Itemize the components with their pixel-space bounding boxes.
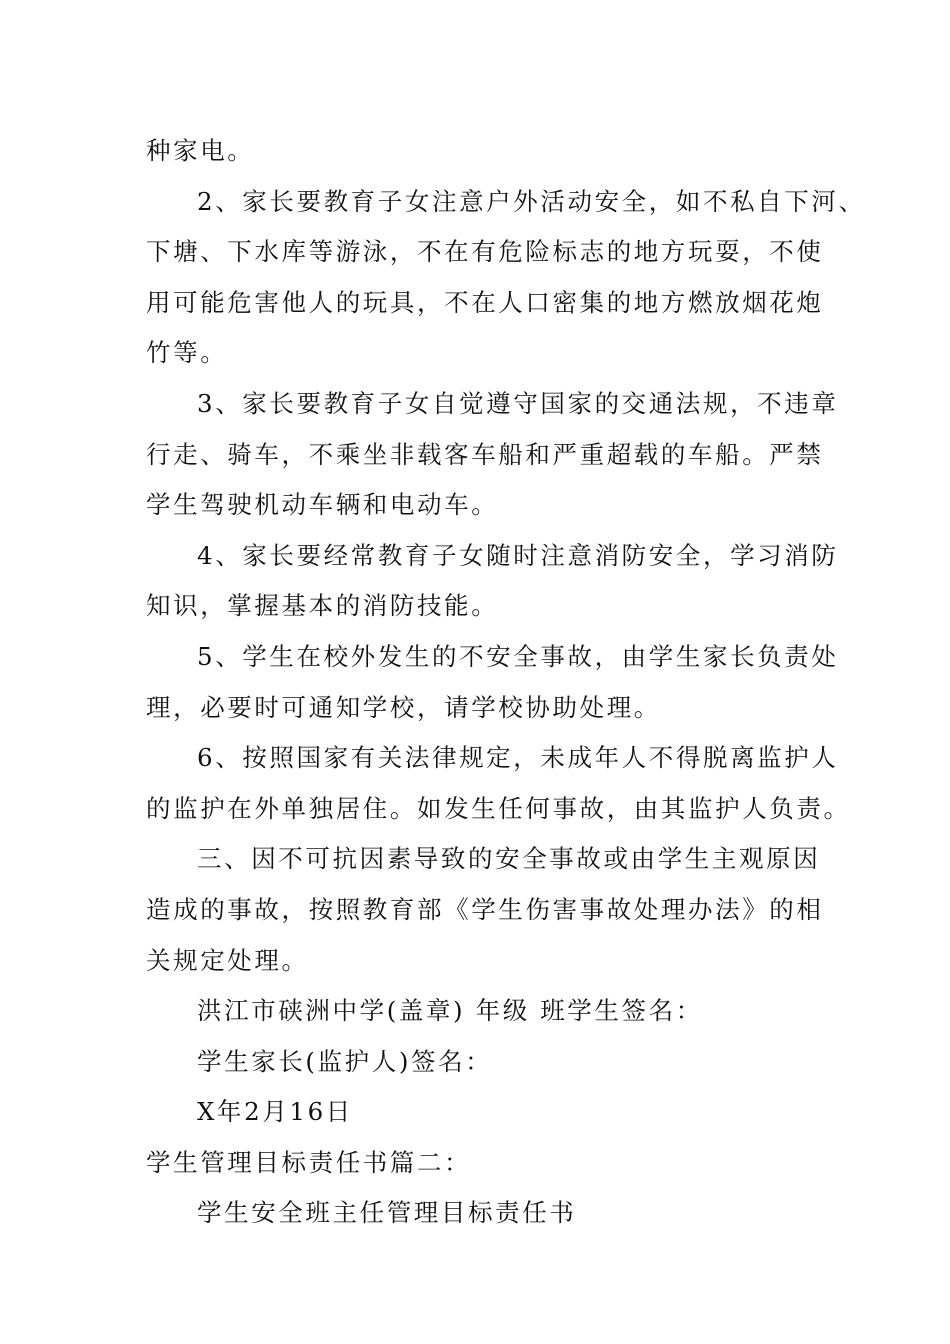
date-line: X年2月16日: [197, 1097, 353, 1127]
signature-school-line: 洪江市硖洲中学(盖章) 年级 班学生签名：: [197, 996, 703, 1026]
text-line: 三、因不可抗因素导致的安全事故或由学生主观原因: [197, 844, 821, 874]
text-line: 3、家长要教育子女自觉遵守国家的交通法规，不违章: [197, 388, 839, 418]
text-line: 下塘、下水库等游泳，不在有危险标志的地方玩耍，不使: [146, 237, 824, 267]
text-line: 理，必要时可通知学校，请学校协助处理。: [146, 692, 661, 722]
text-line: 6、按照国家有关法律规定，未成年人不得脱离监护人: [197, 743, 839, 773]
text-line: 用可能危害他人的玩具，不在人口密集的地方燃放烟花炮: [146, 287, 824, 317]
text-line: 2、家长要教育子女注意户外活动安全，如不私自下河、: [197, 186, 866, 216]
signature-parent-line: 学生家长(监护人)签名：: [197, 1046, 493, 1076]
text-line: 竹等。: [146, 338, 228, 368]
text-line: 学生驾驶机动车辆和电动车。: [146, 490, 499, 520]
text-line: 关规定处理。: [146, 945, 309, 975]
text-line: 造成的事故，按照教育部《学生伤害事故处理办法》的相: [146, 894, 824, 924]
text-line: 种家电。: [146, 136, 255, 165]
text-line: 知识，掌握基本的消防技能。: [146, 591, 499, 621]
section-heading: 学生管理目标责任书篇二：: [146, 1147, 472, 1177]
text-line: 4、家长要经常教育子女随时注意消防安全，学习消防: [197, 540, 839, 570]
document-subtitle: 学生安全班主任管理目标责任书: [197, 1198, 577, 1228]
text-line: 行走、骑车，不乘坐非载客车船和严重超载的车船。严禁: [146, 439, 824, 469]
text-line: 的监护在外单独居住。如发生任何事故，由其监护人负责。: [146, 793, 851, 823]
document-body: [146, 126, 866, 1239]
text-line: 5、学生在校外发生的不安全事故，由学生家长负责处: [197, 641, 839, 671]
